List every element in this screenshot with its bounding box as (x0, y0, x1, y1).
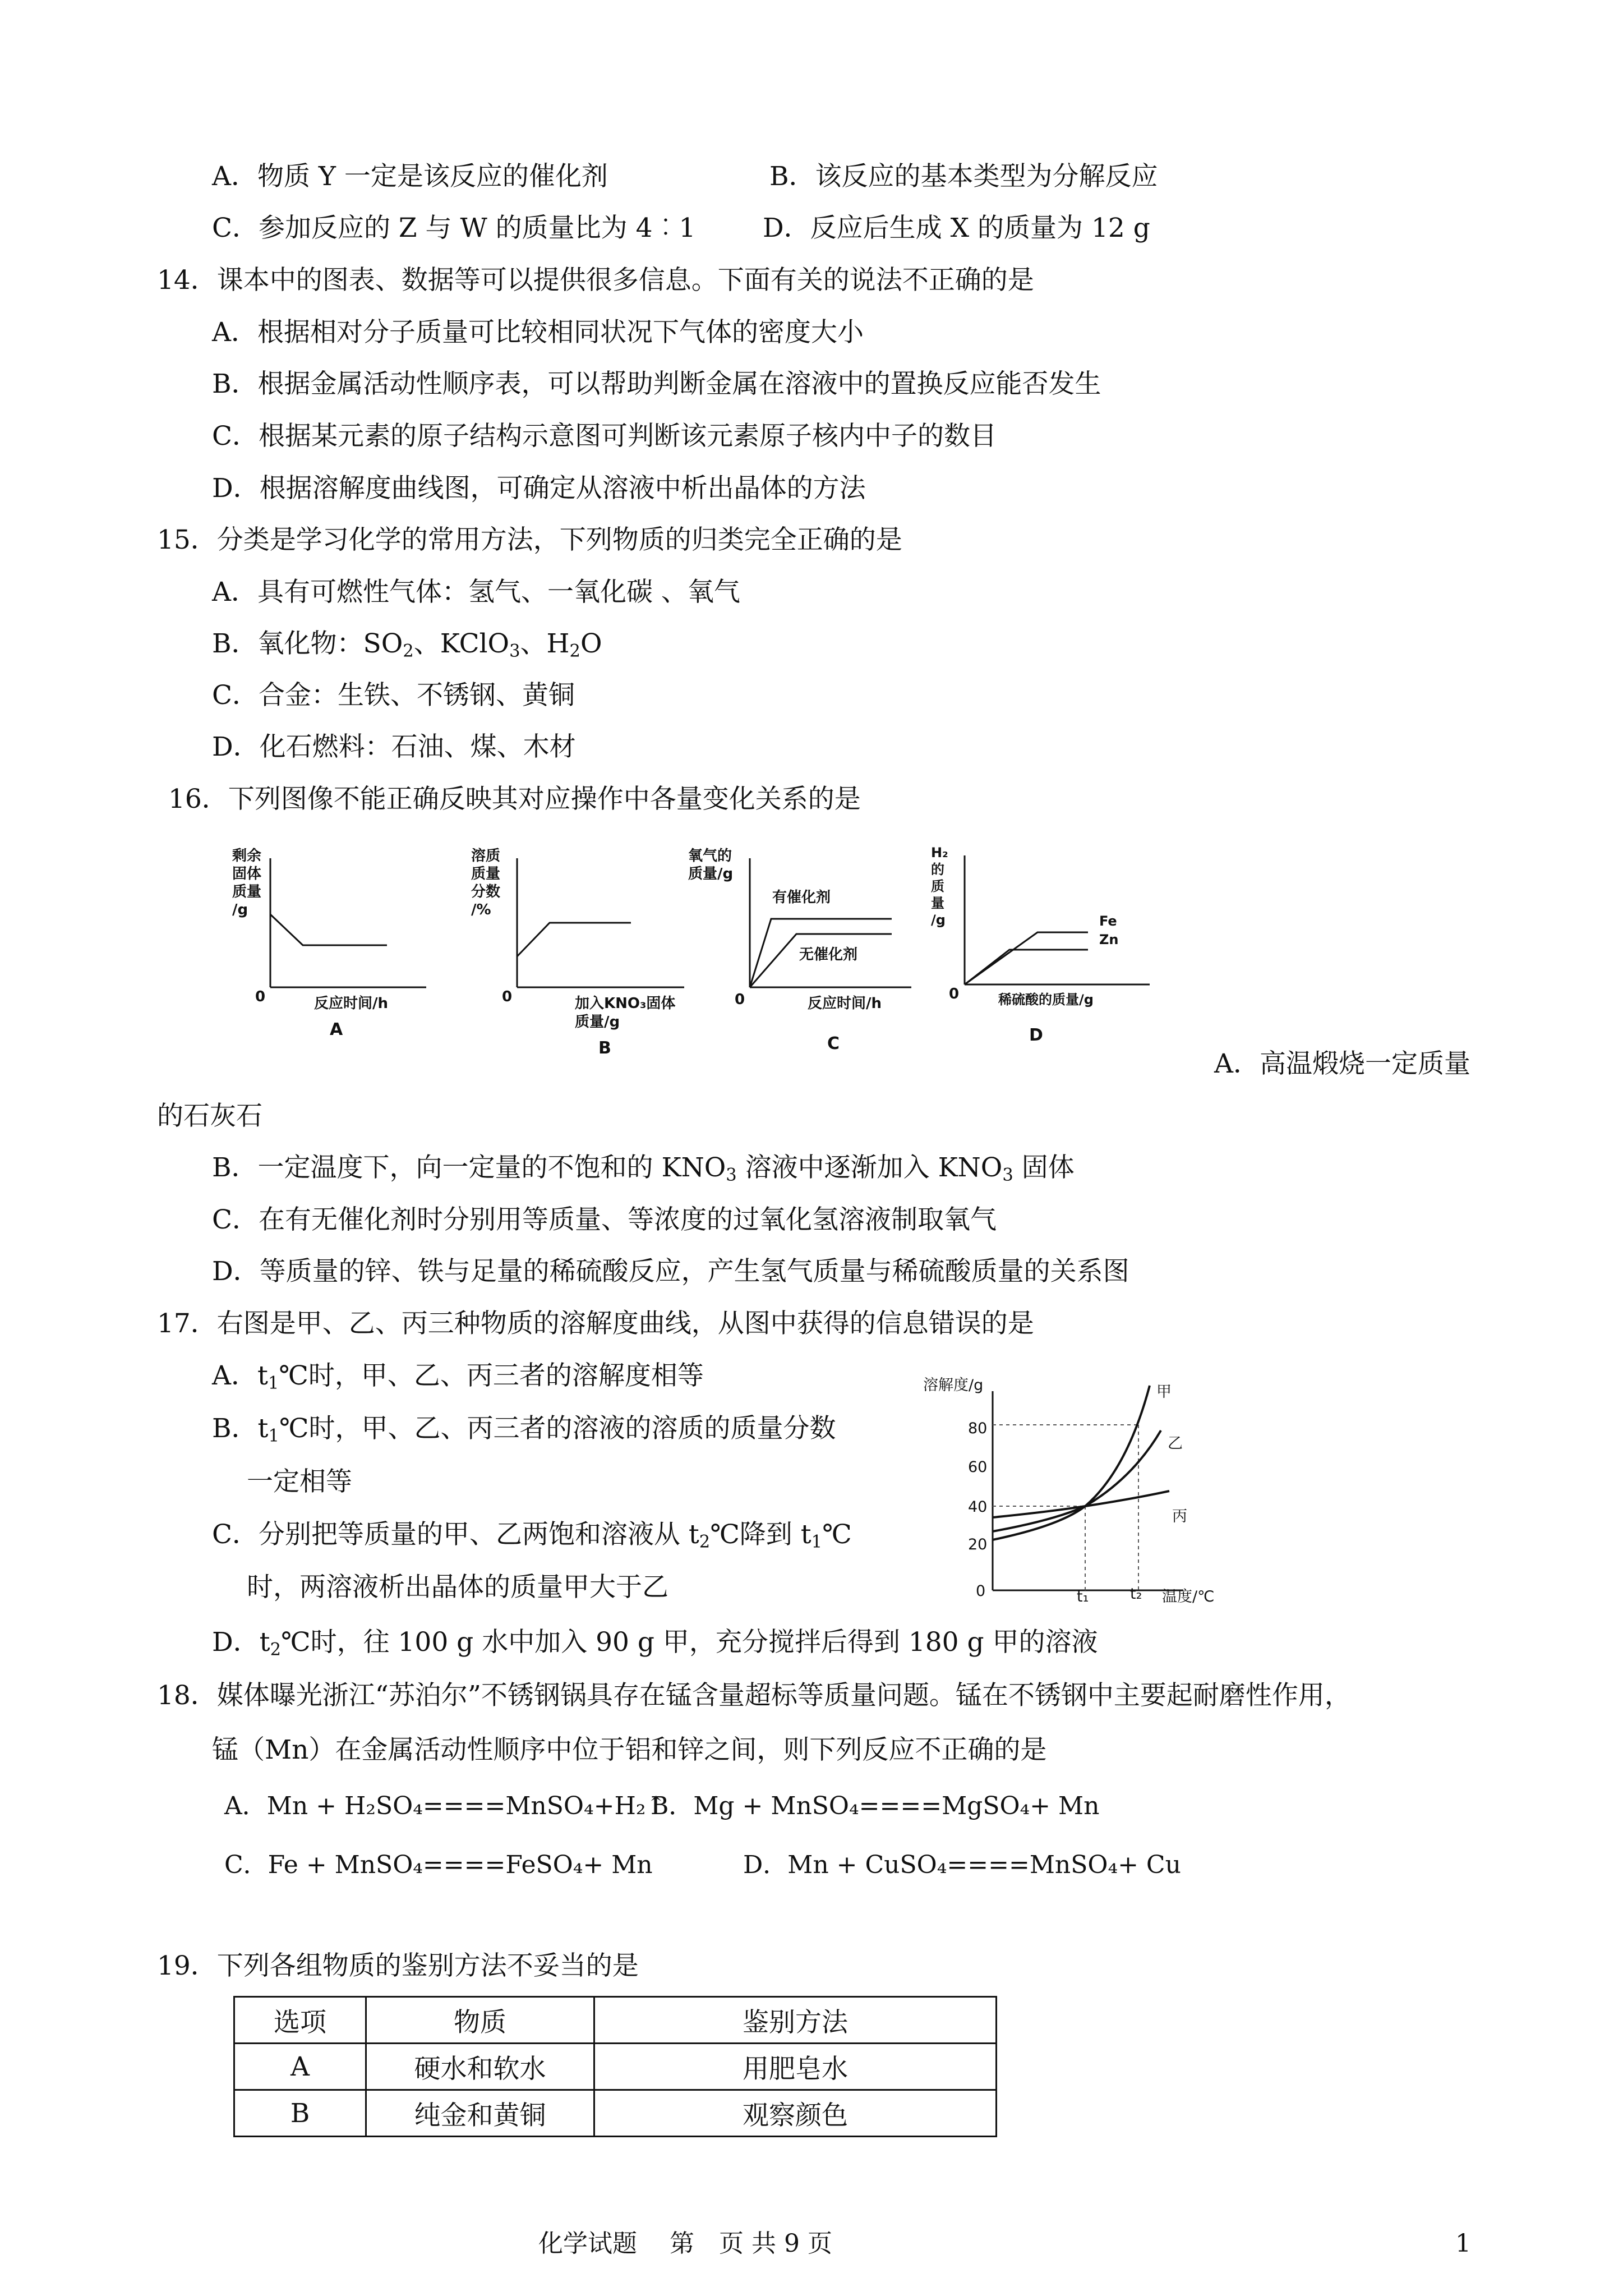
q15-option-b: B．氧化物：$SO_2$、KClO$_3$、$H_2O$ (212, 628, 602, 661)
q14-stem: 14．课本中的图表、数据等可以提供很多信息。下面有关的说法不正确的是 (157, 265, 1034, 296)
q17-option-b-cont: 一定相等 (247, 1466, 352, 1497)
chart-ytick: 60 (968, 1458, 988, 1476)
graph-c-label: C (827, 1034, 840, 1053)
q15-option-d: D．化石燃料：石油、煤、木材 (212, 731, 576, 762)
q15-option-c: C．合金：生铁、不锈钢、黄铜 (212, 680, 575, 711)
svg-text:/%: /% (471, 901, 491, 918)
q13-option-b: B．该反应的基本类型为分解反应 (769, 161, 1158, 192)
q16-option-d: D．等质量的锌、铁与足量的稀硫酸反应，产生氢气质量与稀硫酸质量的关系图 (212, 1256, 1129, 1287)
svg-text:H₂: H₂ (931, 845, 948, 861)
svg-text:固体: 固体 (232, 866, 262, 882)
page-number: 1 (1455, 2229, 1471, 2258)
q15-option-a: A．具有可燃性气体：氢气、一氧化碳 、氧气 (212, 577, 740, 608)
table-cell: 用肥皂水 (594, 2044, 997, 2090)
chart-ytick: 40 (968, 1498, 988, 1516)
svg-text:的: 的 (931, 862, 944, 877)
svg-text:质: 质 (931, 878, 944, 894)
chart-t2: t₂ (1130, 1585, 1142, 1603)
svg-text:质量: 质量 (471, 866, 501, 882)
q15-stem: 15．分类是学习化学的常用方法，下列物质的归类完全正确的是 (157, 524, 902, 555)
q18-option-d: D．Mn + CuSO₄====MnSO₄+ Cu (743, 1851, 1181, 1879)
graph-c-label-fast: 有催化剂 (772, 889, 831, 906)
graph-b-curve (517, 923, 631, 956)
table-header-row (234, 1997, 997, 2044)
chart-series-jia: 甲 (1156, 1383, 1172, 1401)
q16-graph-c (681, 841, 923, 1055)
svg-text:0: 0 (255, 988, 266, 1005)
q16-stem: 16．下列图像不能正确反映其对应操作中各量变化关系的是 (168, 784, 861, 815)
q16-option-a-part2: 的石灰石 (157, 1101, 262, 1131)
table-row (234, 2044, 997, 2090)
q16-graph-d (925, 841, 1161, 1055)
q16-graph-a (224, 841, 437, 1049)
q17-option-d: D．$t_2℃$时，往 100 g 水中加入 90 g 甲，充分搅拌后得到 180 g 甲的溶液 (212, 1627, 1098, 1660)
chart-ylabel: 溶解度/g (923, 1377, 984, 1394)
chart-t1: t₁ (1077, 1588, 1089, 1605)
svg-text:质量: 质量 (232, 884, 262, 900)
graph-a-ylabel: 剩余 (232, 848, 262, 864)
q14-option-c: C．根据某元素的原子结构示意图可判断该元素原子核内中子的数目 (212, 421, 997, 452)
page-footer: 化学试题 第 页 共 9 页 (538, 2229, 832, 2258)
graph-d-xlabel: 稀硫酸的质量/g (998, 992, 1094, 1007)
svg-text:0: 0 (502, 988, 513, 1005)
table-cell: A (234, 2044, 366, 2090)
q14-option-b: B．根据金属活动性顺序表，可以帮助判断金属在溶液中的置换反应能否发生 (212, 369, 1101, 399)
q13-option-c: C．参加反应的 Z 与 W 的质量比为 4︰1 (212, 213, 696, 243)
svg-text:/g: /g (232, 901, 248, 918)
svg-text:氧气的: 氧气的 (688, 848, 732, 864)
graph-c-xlabel: 反应时间/h (808, 995, 882, 1012)
q13-option-d: D．反应后生成 X 的质量为 12 g (763, 213, 1150, 243)
q16-graph-b (460, 841, 701, 1060)
chart-series-bing: 丙 (1172, 1508, 1187, 1525)
q17-option-c: C．分别把等质量的甲、乙两饱和溶液从 $t_2℃$降到 $t_1℃$ (212, 1519, 852, 1552)
chart-curve-bing (993, 1491, 1169, 1517)
svg-text:质量/g: 质量/g (688, 866, 734, 882)
svg-text:0: 0 (949, 986, 960, 1002)
graph-a-label: A (330, 1020, 343, 1039)
q14-option-d: D．根据溶解度曲线图，可确定从溶液中析出晶体的方法 (212, 473, 866, 504)
table-header-cell: 选项 (234, 1997, 366, 2044)
svg-text:质量/g: 质量/g (575, 1014, 620, 1030)
q13-option-a: A．物质 Y 一定是该反应的催化剂 (212, 161, 608, 192)
table-row (234, 2090, 997, 2137)
graph-d-label-zn: Zn (1099, 932, 1119, 947)
table-cell: 观察颜色 (594, 2090, 997, 2137)
svg-text:量: 量 (931, 895, 944, 911)
svg-text:0: 0 (976, 1582, 986, 1600)
table-header-cell: 物质 (366, 1997, 594, 2044)
graph-d-curve-fe (965, 932, 1088, 984)
graph-b-xlabel: 加入KNO₃固体 (575, 995, 676, 1012)
q18-stem-line1: 18．媒体曝光浙江“苏泊尔”不锈钢锅具存在锰含量超标等质量问题。锰在不锈钢中主要起耐磨性作用， (157, 1680, 1351, 1711)
table-header-cell: 鉴别方法 (594, 1997, 997, 2044)
chart-ytick: 20 (968, 1536, 988, 1553)
graph-a-xlabel: 反应时间/h (314, 995, 389, 1012)
q18-option-a: A．Mn + H₂SO₄====MnSO₄+H₂↑ (224, 1792, 667, 1820)
q17-option-c-cont: 时，两溶液析出晶体的质量甲大于乙 (247, 1572, 668, 1603)
q17-solubility-chart (920, 1369, 1234, 1627)
chart-xlabel: 温度/℃ (1162, 1588, 1215, 1605)
graph-b-label: B (598, 1038, 611, 1058)
chart-series-yi: 乙 (1168, 1435, 1183, 1452)
svg-text:0: 0 (735, 991, 745, 1008)
q18-option-c: C．Fe + MnSO₄====FeSO₄+ Mn (224, 1851, 653, 1879)
chart-curve-yi (993, 1430, 1161, 1531)
q17-option-b: B．$t_1℃$时，甲、乙、丙三者的溶液的溶质的质量分数 (212, 1413, 836, 1446)
table-cell: 硬水和软水 (366, 2044, 594, 2090)
graph-d-label: D (1029, 1025, 1043, 1045)
q19-stem: 19．下列各组物质的鉴别方法不妥当的是 (157, 1950, 639, 1981)
q14-option-a: A．根据相对分子质量可比较相同状况下气体的密度大小 (212, 317, 864, 348)
q18-stem-line2: 锰（Mn）在金属活动性顺序中位于铝和锌之间，则下列反应不正确的是 (212, 1734, 1047, 1765)
q17-stem: 17．右图是甲、乙、丙三种物质的溶解度曲线，从图中获得的信息错误的是 (157, 1308, 1034, 1339)
q16-option-b: B．一定温度下，向一定量的不饱和的 $KNO_3$ 溶液中逐渐加入 $KNO_3$ 固体 (212, 1152, 1075, 1185)
graph-a-curve (270, 914, 387, 945)
svg-text:分数: 分数 (471, 884, 501, 900)
q17-option-a: A．$t_1℃$时，甲、乙、丙三者的溶解度相等 (212, 1360, 704, 1393)
q16-option-a-part1: A．高温煅烧一定质量 (1214, 1048, 1470, 1079)
table-cell: B (234, 2090, 366, 2137)
table-cell: 纯金和黄铜 (366, 2090, 594, 2137)
q19-table (233, 1996, 997, 2137)
graph-d-curve-zn (965, 950, 1088, 984)
q16-option-c: C．在有无催化剂时分别用等质量、等浓度的过氧化氢溶液制取氧气 (212, 1204, 997, 1235)
graph-c-label-slow: 无催化剂 (799, 946, 858, 963)
chart-ytick: 80 (968, 1420, 988, 1437)
graph-d-label-fe: Fe (1099, 913, 1117, 929)
svg-text:/g: /g (931, 912, 946, 928)
chart-curve-jia (993, 1386, 1150, 1540)
svg-text:溶质: 溶质 (471, 848, 501, 864)
q18-option-b: B．Mg + MnSO₄====MgSO₄+ Mn (651, 1792, 1100, 1820)
